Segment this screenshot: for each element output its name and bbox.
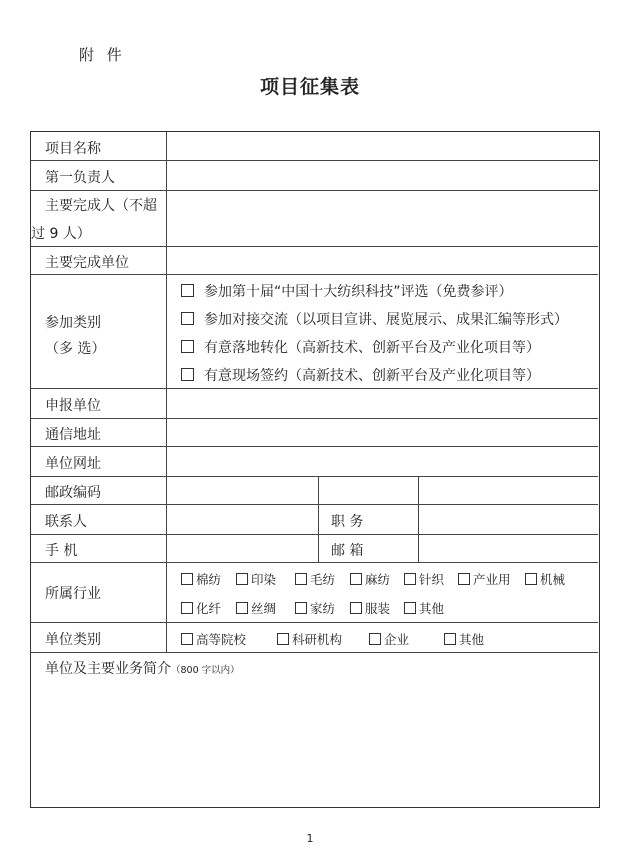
label-address: 通信地址 (45, 427, 101, 443)
unit-type-option[interactable]: 高等院校 (181, 630, 246, 648)
column-divider (166, 132, 167, 652)
industry-option[interactable]: 麻纺 (350, 570, 390, 588)
label-project-name: 项目名称 (45, 141, 101, 157)
industry-option[interactable]: 其他 (404, 599, 444, 617)
checkbox[interactable] (350, 573, 362, 585)
checkbox[interactable] (181, 633, 193, 645)
checkbox[interactable] (525, 573, 537, 585)
category-option-2[interactable]: 参加对接交流（以项目宣讲、展览展示、成果汇编等形式） (181, 309, 568, 329)
industry-option[interactable]: 针织 (404, 570, 444, 588)
form-title: 项目征集表 (259, 76, 360, 98)
row-divider (31, 504, 598, 505)
row-divider (31, 246, 598, 247)
industry-option[interactable]: 家纺 (295, 599, 335, 617)
checkbox[interactable] (181, 602, 193, 614)
label-postcode: 邮政编码 (45, 485, 101, 501)
checkbox[interactable] (236, 573, 248, 585)
checkbox[interactable] (444, 633, 456, 645)
attachment-label: 附 件 (79, 46, 126, 64)
industry-option[interactable]: 产业用 (458, 570, 511, 588)
label-applicant-unit: 申报单位 (45, 398, 101, 414)
label-main-unit: 主要完成单位 (45, 255, 129, 271)
row-divider (31, 446, 598, 447)
checkbox[interactable] (295, 573, 307, 585)
row-divider (31, 274, 598, 275)
industry-option[interactable]: 丝绸 (236, 599, 276, 617)
checkbox[interactable] (277, 633, 289, 645)
row-divider (31, 418, 598, 419)
label-industry: 所属行业 (45, 586, 101, 602)
label-main-completers: 主要完成人（不超 (45, 198, 157, 214)
row-divider (31, 476, 598, 477)
intro-note: （800 字以内） (171, 665, 240, 676)
unit-type-option[interactable]: 企业 (369, 630, 409, 648)
label-category-multi: （多 选） (45, 341, 106, 357)
industry-option[interactable]: 化纤 (181, 599, 221, 617)
category-option-1[interactable]: 参加第十届“中国十大纺织科技”评选（免费参评） (181, 281, 513, 301)
checkbox[interactable] (404, 573, 416, 585)
checkbox[interactable] (181, 368, 194, 381)
row-divider (31, 652, 598, 653)
category-option-4[interactable]: 有意现场签约（高新技术、创新平台及产业化项目等） (181, 365, 540, 385)
label-email: 邮 箱 (331, 543, 364, 559)
checkbox[interactable] (458, 573, 470, 585)
row-divider (31, 388, 598, 389)
label-first-leader: 第一负责人 (45, 170, 115, 186)
checkbox[interactable] (404, 602, 416, 614)
label-position: 职 务 (331, 514, 364, 530)
label-category: 参加类别 (45, 315, 101, 331)
label-intro (45, 658, 240, 678)
column-divider (418, 476, 419, 562)
checkbox[interactable] (181, 340, 194, 353)
checkbox[interactable] (181, 284, 194, 297)
page-number: 1 (306, 832, 314, 845)
category-option-3[interactable]: 有意落地转化（高新技术、创新平台及产业化项目等） (181, 337, 540, 357)
checkbox[interactable] (295, 602, 307, 614)
column-divider (318, 476, 319, 562)
row-divider (31, 562, 598, 563)
checkbox[interactable] (350, 602, 362, 614)
checkbox[interactable] (236, 602, 248, 614)
label-main-completers-cont: 过 9 人） (31, 226, 91, 242)
label-mobile: 手 机 (45, 543, 78, 559)
industry-option[interactable]: 棉纺 (181, 570, 221, 588)
row-divider (31, 160, 598, 161)
checkbox[interactable] (181, 312, 194, 325)
checkbox[interactable] (181, 573, 193, 585)
checkbox[interactable] (369, 633, 381, 645)
row-divider (31, 534, 598, 535)
row-divider (31, 190, 598, 191)
industry-option[interactable]: 服装 (350, 599, 390, 617)
label-contact: 联系人 (45, 514, 87, 530)
industry-option[interactable]: 印染 (236, 570, 276, 588)
unit-type-option[interactable]: 科研机构 (277, 630, 342, 648)
industry-option[interactable]: 毛纺 (295, 570, 335, 588)
project-form (30, 131, 600, 808)
industry-option[interactable]: 机械 (525, 570, 565, 588)
label-website: 单位网址 (45, 456, 101, 472)
row-divider (31, 622, 598, 623)
unit-type-option[interactable]: 其他 (444, 630, 484, 648)
label-unit-type: 单位类别 (45, 632, 101, 648)
intro-heading: 单位及主要业务简介 (45, 661, 171, 677)
